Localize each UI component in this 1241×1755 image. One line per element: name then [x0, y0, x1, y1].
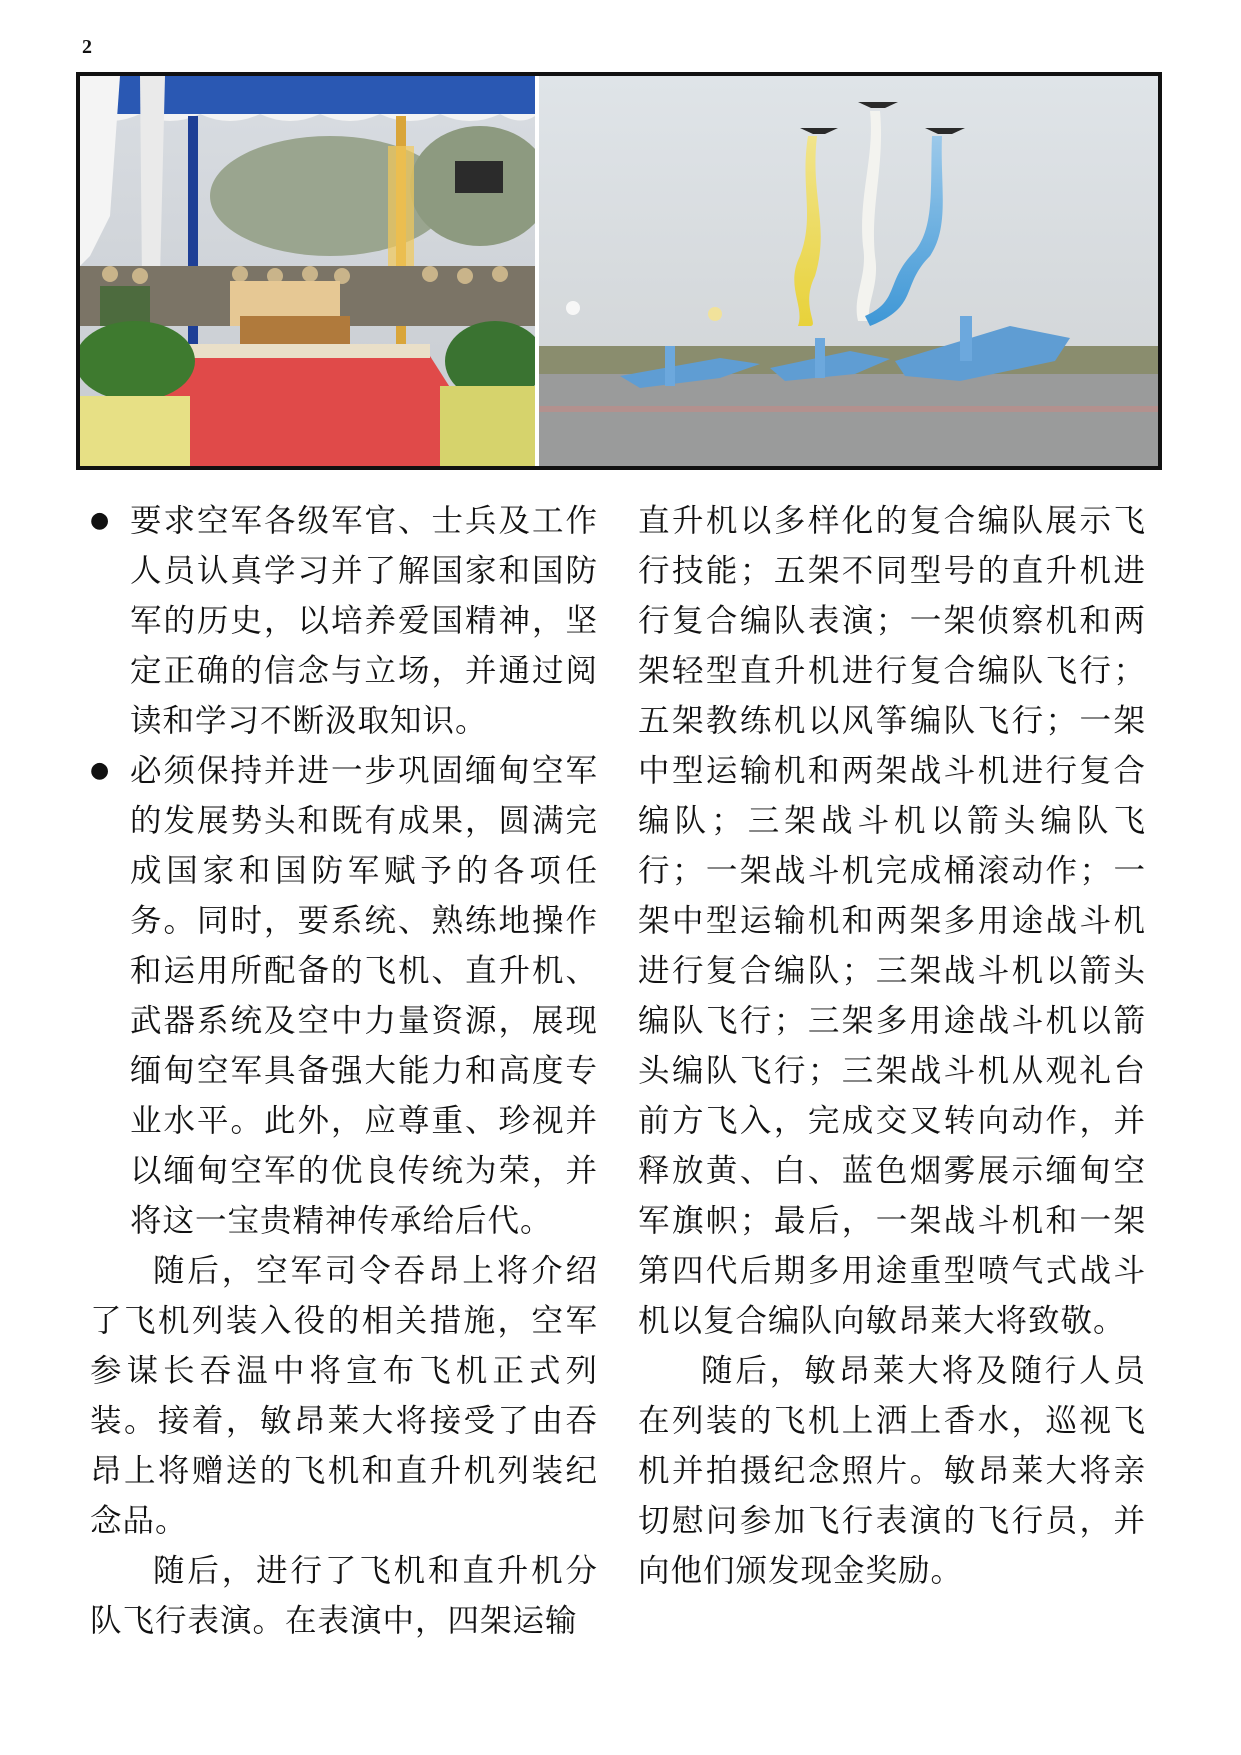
bullet-icon: ● [90, 758, 111, 783]
bullet-item [90, 496, 598, 746]
photo-collage [80, 76, 1158, 466]
body-paragraph: 随后，敏昂莱大将及随行人员在列装的飞机上洒上香水，巡视飞机并拍摄纪念照片。敏昂莱大将亲切慰问参加飞行表演的飞行员，并向他们颁发现金奖励。 [638, 1353, 1146, 1589]
page-number: 2 [82, 36, 92, 58]
photo-strip [76, 72, 1162, 470]
bullet-text: 要求空军各级军官、士兵及工作人员认真学习并了解国家和国防军的历史，以培养爱国精神，坚定正确的信念与立场，并通过阅读和学习不断汲取知识。 [130, 503, 598, 739]
body-paragraph: 随后，空军司令吞昂上将介绍了飞机列装入役的相关措施，空军参谋长吞温中将宣布飞机正式列装。接着，敏昂莱大将接受了由吞昂上将赠送的飞机和直升机列装纪念品。 [90, 1253, 598, 1539]
reviewing-stand-photo [80, 76, 550, 466]
body-paragraph: 随后，进行了飞机和直升机分队飞行表演。在表演中，四架运输 [90, 1553, 598, 1639]
bullet-item [90, 746, 598, 1246]
body-paragraph-continued: 直升机以多样化的复合编队展示飞行技能；五架不同型号的直升机进行复合编队表演；一架侦察机和两架轻型直升机进行复合编队飞行；五架教练机以风筝编队飞行；一架中型运输机和两架战斗机进行复合编队；三架战斗机以箭头编队飞行；一架战斗机完成桶滚动作；一架中型运输机和两架多用途战斗机进行复合编队；三架战斗机以箭头编队飞行；三架多用途战斗机以箭头编队飞行；三架战斗机从观礼台前方飞入，完成交叉转向动作，并释放黄、白、蓝色烟雾展示缅甸空军旗帜；最后，一架战斗机和一架第四代后期多用途重型喷气式战斗机以复合编队向敏昂莱大将致敬。 [638, 503, 1146, 1339]
right-column [638, 496, 1146, 1596]
bullet-icon: ● [90, 508, 111, 533]
left-column [90, 496, 598, 1646]
flypast-photo [539, 76, 1158, 466]
bullet-text: 必须保持并进一步巩固缅甸空军的发展势头和既有成果，圆满完成国家和国防军赋予的各项任务。同时，要系统、熟练地操作和运用所配备的飞机、直升机、武器系统及空中力量资源，展现缅甸空军具备强大能力和高度专业水平。此外，应尊重、珍视并以缅甸空军的优良传统为荣，并将这一宝贵精神传承给后代。 [130, 753, 598, 1239]
